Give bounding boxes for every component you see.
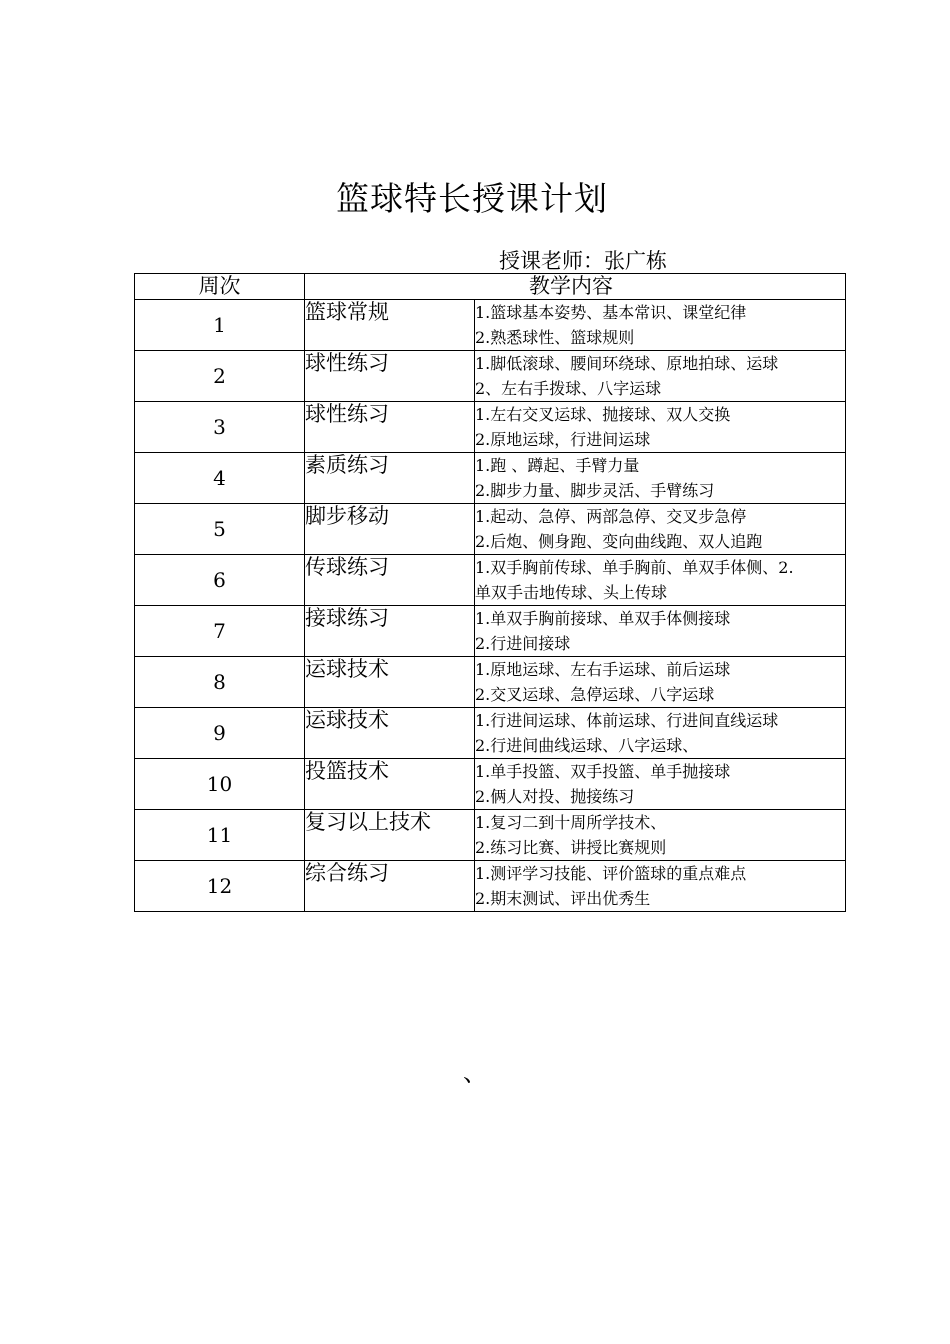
week-number: 1 bbox=[135, 300, 305, 351]
detail bbox=[475, 708, 846, 759]
table-row bbox=[135, 351, 846, 402]
page-title: 篮球特长授课计划 bbox=[336, 179, 608, 218]
topic: 运球技术 bbox=[305, 708, 475, 759]
week-number: 10 bbox=[135, 759, 305, 810]
topic: 篮球常规 bbox=[305, 300, 475, 351]
topic: 脚步移动 bbox=[305, 504, 475, 555]
table-row bbox=[135, 504, 846, 555]
week-number: 8 bbox=[135, 657, 305, 708]
detail bbox=[475, 555, 846, 606]
detail-line: 1.左右交叉运球、抛接球、双人交换 bbox=[475, 405, 731, 424]
detail-line: 2.行进间接球 bbox=[475, 634, 571, 653]
detail-line: 2.熟悉球性、篮球规则 bbox=[475, 328, 635, 347]
detail-line: 1.跑 、蹲起、手臂力量 bbox=[475, 456, 640, 475]
topic: 复习以上技术 bbox=[305, 810, 475, 861]
table-row bbox=[135, 810, 846, 861]
detail-line: 2.后炮、侧身跑、变向曲线跑、双人追跑 bbox=[475, 532, 763, 551]
topic: 投篮技术 bbox=[305, 759, 475, 810]
week-number: 11 bbox=[135, 810, 305, 861]
topic: 球性练习 bbox=[305, 402, 475, 453]
week-number: 9 bbox=[135, 708, 305, 759]
detail bbox=[475, 453, 846, 504]
table-row bbox=[135, 759, 846, 810]
topic: 运球技术 bbox=[305, 657, 475, 708]
table-row bbox=[135, 555, 846, 606]
table-row bbox=[135, 861, 846, 912]
week-number: 3 bbox=[135, 402, 305, 453]
detail-line: 1.篮球基本姿势、基本常识、课堂纪律 bbox=[475, 303, 747, 322]
week-number: 2 bbox=[135, 351, 305, 402]
detail-line: 1.行进间运球、体前运球、行进间直线运球 bbox=[475, 711, 779, 730]
detail bbox=[475, 810, 846, 861]
detail-line: 1.起动、急停、两部急停、交叉步急停 bbox=[475, 507, 747, 526]
detail-line: 2.原地运球，行进间运球 bbox=[475, 430, 651, 449]
week-number: 7 bbox=[135, 606, 305, 657]
teacher-line: 授课老师：张广栋 bbox=[499, 249, 667, 273]
detail-line: 1.双手胸前传球、单手胸前、单双手体侧、2. bbox=[475, 558, 794, 577]
detail-line: 2.交叉运球、急停运球、八字运球 bbox=[475, 685, 715, 704]
detail-line: 1.脚低滚球、腰间环绕球、原地拍球、运球 bbox=[475, 354, 779, 373]
week-number: 4 bbox=[135, 453, 305, 504]
week-number: 6 bbox=[135, 555, 305, 606]
detail-line: 2、左右手拨球、八字运球 bbox=[475, 379, 662, 398]
table-row bbox=[135, 708, 846, 759]
header-week: 周次 bbox=[135, 274, 305, 300]
detail bbox=[475, 402, 846, 453]
table-header-row bbox=[135, 274, 846, 300]
topic: 综合练习 bbox=[305, 861, 475, 912]
stray-mark: 、 bbox=[463, 1059, 487, 1087]
detail bbox=[475, 300, 846, 351]
detail bbox=[475, 504, 846, 555]
table-row bbox=[135, 402, 846, 453]
detail bbox=[475, 606, 846, 657]
header-content: 教学内容 bbox=[305, 274, 846, 300]
detail-line: 2.行进间曲线运球、八字运球、 bbox=[475, 736, 699, 755]
table-row bbox=[135, 300, 846, 351]
table-row bbox=[135, 657, 846, 708]
table-row bbox=[135, 606, 846, 657]
detail-line: 2.脚步力量、脚步灵活、手臂练习 bbox=[475, 481, 715, 500]
detail-line: 1.原地运球、左右手运球、前后运球 bbox=[475, 660, 731, 679]
detail bbox=[475, 351, 846, 402]
topic: 球性练习 bbox=[305, 351, 475, 402]
week-number: 12 bbox=[135, 861, 305, 912]
detail-line: 1.单手投篮、双手投篮、单手抛接球 bbox=[475, 762, 731, 781]
topic: 素质练习 bbox=[305, 453, 475, 504]
detail bbox=[475, 861, 846, 912]
week-number: 5 bbox=[135, 504, 305, 555]
topic: 接球练习 bbox=[305, 606, 475, 657]
detail-line: 1.测评学习技能、评价篮球的重点难点 bbox=[475, 864, 747, 883]
topic: 传球练习 bbox=[305, 555, 475, 606]
detail-line: 2.俩人对投、抛接练习 bbox=[475, 787, 635, 806]
detail bbox=[475, 657, 846, 708]
detail bbox=[475, 759, 846, 810]
detail-line: 1.复习二到十周所学技术、 bbox=[475, 813, 667, 832]
table-body bbox=[135, 300, 846, 912]
table-row bbox=[135, 453, 846, 504]
detail-line: 单双手击地传球、头上传球 bbox=[475, 583, 668, 602]
detail-line: 2.练习比赛、讲授比赛规则 bbox=[475, 838, 667, 857]
lesson-plan-table bbox=[134, 273, 846, 912]
detail-line: 2.期末测试、评出优秀生 bbox=[475, 889, 651, 908]
detail-line: 1.单双手胸前接球、单双手体侧接球 bbox=[475, 609, 731, 628]
